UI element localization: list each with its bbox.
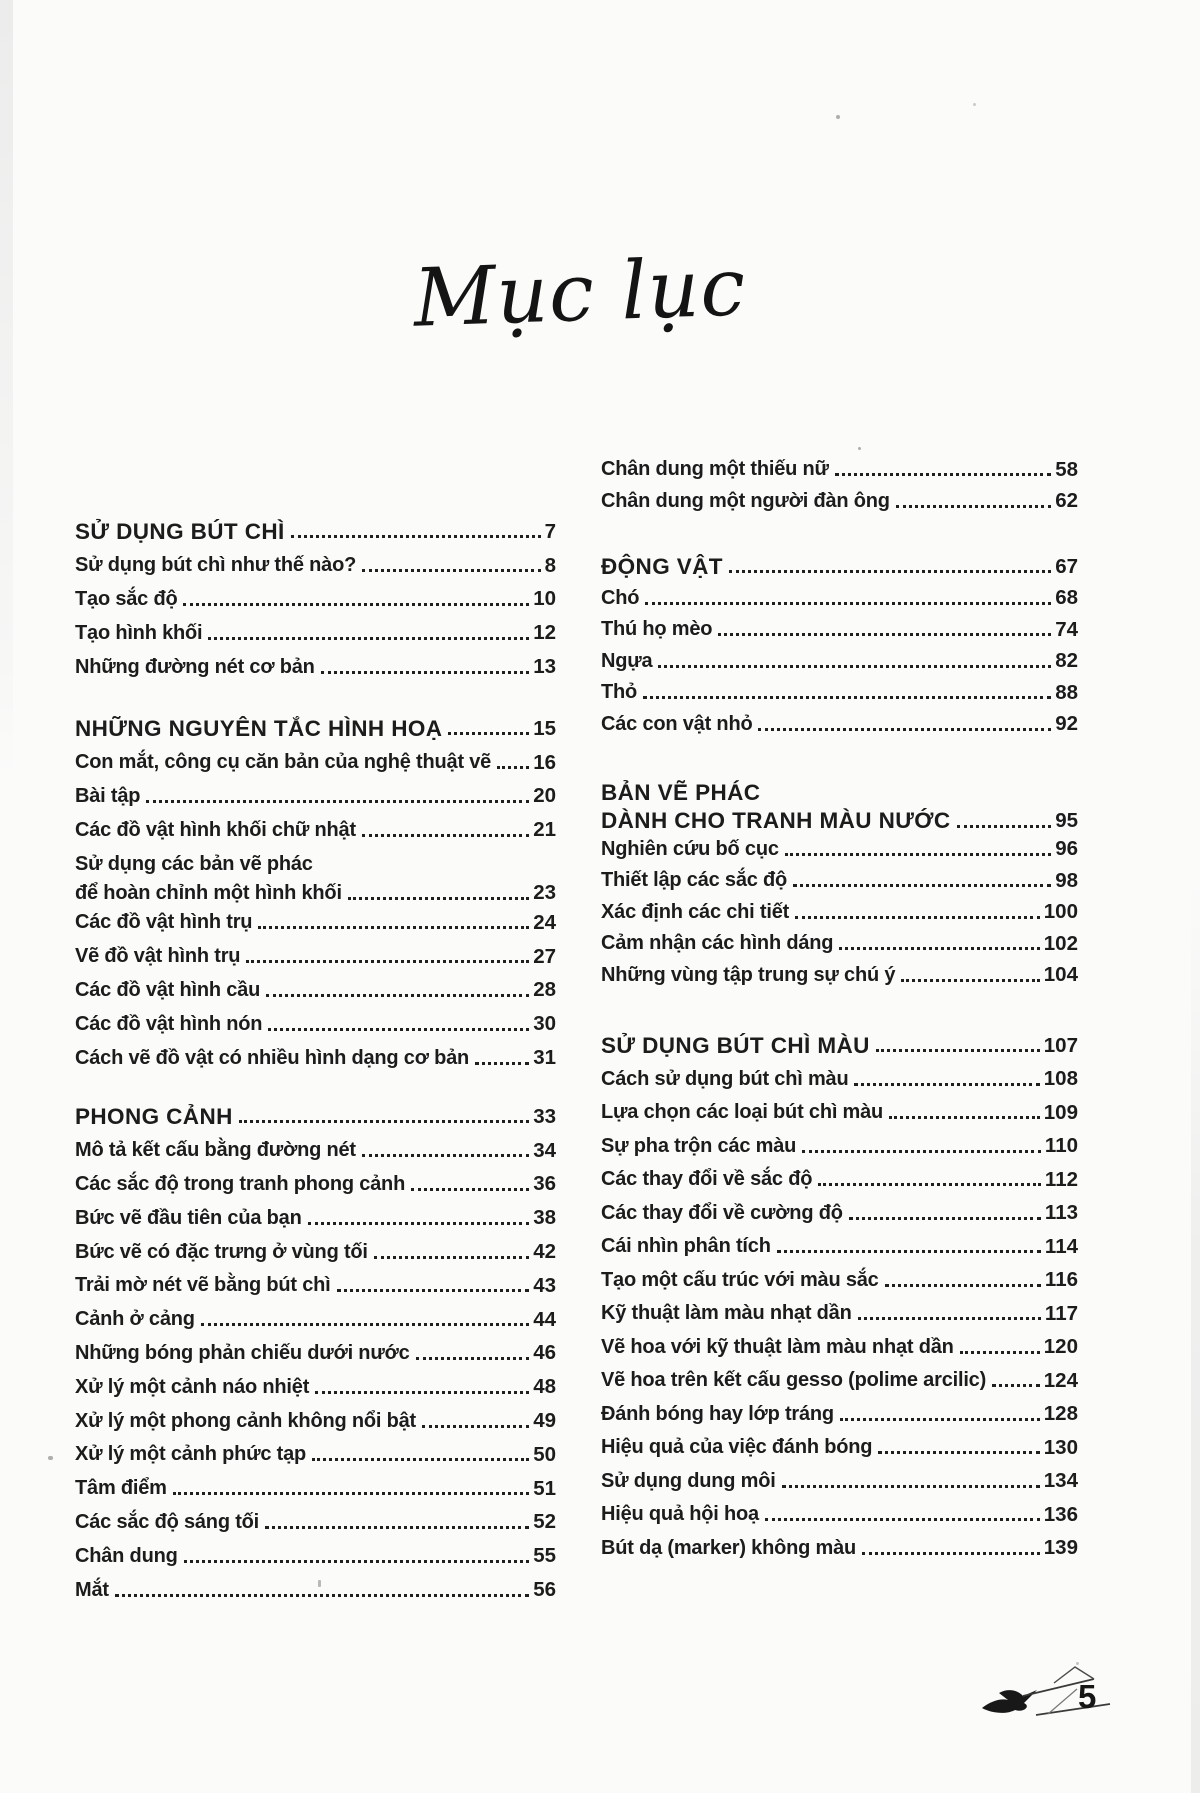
dot-leader: [758, 728, 1051, 731]
toc-entry-row: [601, 1197, 1078, 1231]
toc-page-number: 102: [1043, 931, 1078, 955]
toc-page-number: 68: [1055, 586, 1078, 610]
toc-page-number: 7: [544, 519, 556, 543]
dot-leader: [362, 834, 529, 837]
toc-entry-label: ĐỘNG VẬT: [601, 553, 723, 579]
dot-leader: [475, 1062, 529, 1065]
toc-heading-row: [601, 777, 1078, 809]
toc-entry-row: [75, 583, 556, 617]
dot-leader: [337, 1289, 530, 1292]
toc-page-number: 67: [1055, 554, 1078, 578]
toc-entry-row: [601, 865, 1078, 897]
toc-entry-label: Những đường nét cơ bản: [75, 655, 315, 678]
toc-page-number: 114: [1044, 1234, 1078, 1258]
toc-page-number: 43: [533, 1273, 556, 1297]
toc-entry-label: DÀNH CHO TRANH MÀU NƯỚC: [601, 808, 951, 833]
toc-entry-label: Bức vẽ đầu tiên của bạn: [75, 1206, 302, 1229]
toc-entry-label: Sử dụng bút chì như thế nào?: [75, 554, 357, 577]
toc-entry-row: [75, 813, 556, 847]
toc-entry-row: [75, 650, 556, 684]
toc-page-number: 31: [533, 1046, 556, 1070]
toc-entry-row: [601, 928, 1078, 960]
toc-section: [601, 551, 1078, 740]
toc-page-number: 23: [533, 881, 556, 905]
toc-page-number: 100: [1043, 900, 1078, 924]
dot-leader: [411, 1188, 529, 1191]
toc-entry-row: [601, 1431, 1078, 1465]
dot-leader: [173, 1492, 529, 1495]
toc-page-number: 130: [1043, 1435, 1078, 1459]
toc-entry-label: Cảnh ở cảng: [75, 1308, 195, 1331]
toc-page-number: 107: [1043, 1033, 1078, 1057]
toc-page-number: 109: [1043, 1100, 1078, 1124]
toc-entry-label: Xử lý một phong cảnh không nổi bật: [75, 1409, 417, 1432]
toc-entry-row: [75, 1370, 556, 1404]
toc-entry-label: Cảm nhận các hình dáng: [601, 932, 834, 955]
toc-entry-label: Các đồ vật hình cầu: [75, 978, 261, 1001]
dot-leader: [643, 696, 1051, 699]
dot-leader: [992, 1384, 1040, 1387]
toc-entry-row: [75, 1539, 556, 1573]
dot-leader: [785, 853, 1051, 856]
toc-entry-row: [75, 1235, 556, 1269]
dot-leader: [321, 671, 530, 674]
toc-entry-label: Sử dụng dung môi: [601, 1469, 776, 1492]
toc-entry-label: Cách sử dụng bút chì màu: [601, 1067, 849, 1090]
toc-heading-row: [601, 1029, 1078, 1063]
dot-leader: [239, 1120, 529, 1123]
dot-leader: [448, 732, 529, 735]
toc-entry-row: [601, 1498, 1078, 1532]
toc-entry-row: [601, 1063, 1078, 1097]
toc-entry-row: [75, 549, 556, 583]
dot-leader: [896, 505, 1051, 508]
dot-leader: [849, 1217, 1041, 1220]
dot-leader: [840, 1418, 1040, 1421]
toc-entry-label: Sử dụng các bản vẽ phác: [75, 852, 313, 875]
scan-speck: [973, 103, 976, 106]
dot-leader: [878, 1451, 1039, 1454]
toc-entry-row: [75, 1201, 556, 1235]
toc-entry-label: BẢN VẼ PHÁC: [601, 779, 761, 805]
toc-column-left: [75, 515, 556, 1607]
toc-entry-label: Chân dung một thiếu nữ: [601, 458, 829, 481]
toc-entry-label: Tạo sắc độ: [75, 587, 178, 610]
toc-column-right: [601, 454, 1078, 1565]
toc-entry-label: Các đồ vật hình khối chữ nhật: [75, 818, 356, 841]
toc-entry-row: [601, 1532, 1078, 1566]
dot-leader: [718, 633, 1051, 636]
dot-leader: [885, 1284, 1041, 1287]
page-title: Mục lục: [411, 240, 748, 345]
toc-page-number: 49: [533, 1409, 556, 1433]
toc-page-number: 24: [533, 910, 556, 934]
toc-entry-label: Con mắt, công cụ căn bản của nghệ thuật vẽ: [75, 751, 492, 774]
toc-heading-row: [75, 712, 556, 746]
toc-entry-label: Chó: [601, 586, 640, 609]
toc-entry-row: [601, 583, 1078, 615]
toc-entry-row: [601, 709, 1078, 741]
scan-speck: [858, 447, 861, 450]
toc-entry-row: [601, 1398, 1078, 1432]
toc-page-number: 8: [544, 553, 556, 577]
toc-entry-label: Lựa chọn các loại bút chì màu: [601, 1101, 884, 1124]
toc-section: [75, 712, 556, 1075]
toc-page-number: 50: [533, 1442, 556, 1466]
toc-entry-row: [601, 1364, 1078, 1398]
toc-entry-row: [601, 834, 1078, 866]
toc-entry-row: [75, 1269, 556, 1303]
toc-entry-row: [75, 1506, 556, 1540]
toc-entry-label: Thú họ mèo: [601, 618, 713, 641]
dot-leader: [201, 1323, 529, 1326]
toc-entry-label: Tạo hình khối: [75, 621, 203, 644]
toc-page-number: 44: [533, 1307, 556, 1331]
toc-page-number: 20: [533, 784, 556, 808]
dot-leader: [658, 665, 1051, 668]
toc-page-number: 104: [1043, 963, 1078, 987]
toc-page-number: 95: [1055, 809, 1078, 832]
toc-page-number: 82: [1055, 649, 1078, 673]
toc-entry-row: [601, 486, 1078, 518]
dot-leader: [246, 960, 529, 963]
toc-entry-row: [601, 1163, 1078, 1197]
toc-entry-label: Các sắc độ trong tranh phong cảnh: [75, 1172, 406, 1195]
toc-page-number: 117: [1044, 1301, 1078, 1325]
toc-entry-row: [601, 454, 1078, 486]
toc-entry-label: Thỏ: [601, 681, 638, 704]
scan-edge-shadow-left: [0, 0, 13, 780]
toc-entry-label: Sự pha trộn các màu: [601, 1134, 797, 1157]
toc-page-number: 21: [533, 818, 556, 842]
dot-leader: [818, 1183, 1041, 1186]
toc-page-number: 88: [1055, 680, 1078, 704]
toc-entry-label: Cách vẽ đồ vật có nhiều hình dạng cơ bản: [75, 1046, 470, 1069]
toc-entry-row: [75, 974, 556, 1008]
toc-page-number: 110: [1044, 1134, 1078, 1158]
toc-section: [75, 515, 556, 684]
dot-leader: [645, 602, 1051, 605]
toc-page-number: 15: [533, 716, 556, 740]
toc-page-number: 134: [1043, 1469, 1078, 1493]
toc-entry-label: Hiệu quả hội hoạ: [601, 1503, 759, 1526]
dot-leader: [957, 825, 1052, 828]
toc-entry-label: Xác định các chi tiết: [601, 900, 790, 923]
toc-page-number: 16: [533, 750, 556, 774]
toc-page-number: 113: [1044, 1201, 1078, 1225]
dot-leader: [901, 979, 1040, 982]
dot-leader: [115, 1594, 529, 1597]
toc-page-number: 74: [1055, 617, 1078, 641]
toc-entry-label: Tạo một cấu trúc với màu sắc: [601, 1268, 879, 1291]
toc-entry-label: Các thay đổi về sắc độ: [601, 1168, 813, 1191]
toc-entry-label: PHONG CẢNH: [75, 1103, 233, 1129]
toc-page-number: 13: [533, 655, 556, 679]
toc-page-number: 98: [1055, 868, 1078, 892]
toc-entry-row: [75, 1168, 556, 1202]
toc-entry-row: [75, 616, 556, 650]
toc-entry-row: [601, 1331, 1078, 1365]
toc-entry-label: Thiết lập các sắc độ: [601, 869, 788, 892]
dot-leader: [765, 1518, 1040, 1521]
toc-entry-row: [601, 960, 1078, 992]
toc-entry-row: [75, 1404, 556, 1438]
toc-entry-label: Xử lý một cảnh phức tạp: [75, 1443, 307, 1466]
toc-entry-label: Chân dung: [75, 1544, 178, 1567]
toc-entry-row: [75, 1438, 556, 1472]
dot-leader: [416, 1357, 530, 1360]
toc-page-number: 52: [533, 1510, 556, 1534]
toc-page-number: 55: [533, 1544, 556, 1568]
toc-heading-row: [75, 1100, 556, 1134]
toc-page-number: 58: [1055, 457, 1078, 481]
toc-page-number: 36: [533, 1172, 556, 1196]
toc-heading-row: [601, 551, 1078, 583]
dot-leader: [782, 1485, 1040, 1488]
toc-page-number: 34: [533, 1138, 556, 1162]
bird-scribble-icon: [978, 1662, 1148, 1726]
toc-entry-row: [75, 1007, 556, 1041]
dot-leader: [348, 897, 529, 900]
toc-entry-label: Vẽ hoa trên kết cấu gesso (polime arcilic): [601, 1369, 987, 1392]
toc-page-number: 116: [1044, 1268, 1078, 1292]
toc-entry-row: [75, 847, 556, 881]
toc-entry-row: [601, 1230, 1078, 1264]
toc-entry-label: Xử lý một cảnh náo nhiệt: [75, 1375, 310, 1398]
scan-speck: [836, 115, 840, 119]
toc-entry-label: Bút dạ (marker) không màu: [601, 1536, 857, 1559]
toc-entry-label: Các thay đổi về cường độ: [601, 1201, 843, 1224]
dot-leader: [839, 947, 1039, 950]
toc-entry-label: Mô tả kết cấu bằng đường nét: [75, 1139, 356, 1162]
toc-page-number: 112: [1044, 1167, 1078, 1191]
toc-entry-row: [601, 1465, 1078, 1499]
toc-page-number: 10: [533, 587, 556, 611]
scan-speck: [48, 1456, 53, 1460]
toc-entry-row: [75, 940, 556, 974]
toc-entry-row: [75, 881, 556, 906]
toc-entry-label: Các con vật nhỏ: [601, 712, 753, 735]
dot-leader: [876, 1049, 1040, 1052]
dot-leader: [265, 1526, 529, 1529]
dot-leader: [258, 926, 529, 929]
page-footer: [978, 1662, 1148, 1726]
toc-page-number: 33: [533, 1104, 556, 1128]
toc-heading-row: [601, 809, 1078, 834]
toc-entry-row: [75, 1472, 556, 1506]
toc-entry-row: [75, 1134, 556, 1168]
toc-page-number: 120: [1043, 1335, 1078, 1359]
toc-page-number: 30: [533, 1012, 556, 1036]
dot-leader: [795, 916, 1040, 919]
dot-leader: [362, 1154, 529, 1157]
toc-page-number: 128: [1043, 1402, 1078, 1426]
page-number: 5: [1078, 1678, 1097, 1715]
toc-section: [75, 1100, 556, 1607]
toc-entry-row: [75, 1573, 556, 1607]
scan-edge-shadow-right: [1191, 880, 1200, 1793]
dot-leader: [862, 1552, 1040, 1555]
dot-leader: [183, 603, 529, 606]
dot-leader: [268, 1028, 529, 1031]
toc-entry-label: Đánh bóng hay lớp tráng: [601, 1402, 834, 1425]
dot-leader: [184, 1560, 530, 1563]
toc-entry-row: [75, 906, 556, 940]
toc-entry-label: Hiệu quả của việc đánh bóng: [601, 1436, 873, 1459]
toc-page-number: 12: [533, 621, 556, 645]
toc-entry-row: [75, 1041, 556, 1075]
toc-entry-row: [601, 1297, 1078, 1331]
dot-leader: [146, 800, 529, 803]
dot-leader: [835, 473, 1051, 476]
toc-entry-row: [601, 1130, 1078, 1164]
dot-leader: [729, 570, 1051, 573]
toc-entry-label: Bài tập: [75, 784, 141, 807]
toc-entry-label: Các sắc độ sáng tối: [75, 1510, 260, 1533]
toc-entry-label: NHỮNG NGUYÊN TẮC HÌNH HOẠ: [75, 715, 443, 741]
dot-leader: [312, 1458, 529, 1461]
toc-entry-label: Những vùng tập trung sự chú ý: [601, 963, 896, 986]
toc-entry-row: [75, 746, 556, 780]
toc-page-number: 96: [1055, 837, 1078, 861]
dot-leader: [960, 1351, 1040, 1354]
toc-entry-label: SỬ DỤNG BÚT CHÌ MÀU: [601, 1032, 870, 1058]
dot-leader: [802, 1150, 1041, 1153]
toc-page-number: 38: [533, 1206, 556, 1230]
toc-entry-row: [601, 1096, 1078, 1130]
toc-entry-label: Kỹ thuật làm màu nhạt dần: [601, 1302, 852, 1325]
toc-page-number: 92: [1055, 712, 1078, 736]
toc-entry-label: Bức vẽ có đặc trưng ở vùng tối: [75, 1240, 368, 1263]
toc-entry-row: [601, 1264, 1078, 1298]
toc-page-number: 124: [1043, 1368, 1078, 1392]
toc-section: [601, 777, 1078, 991]
dot-leader: [777, 1250, 1041, 1253]
toc-entry-label: Những bóng phản chiếu dưới nước: [75, 1341, 410, 1364]
toc-page-number: 62: [1055, 489, 1078, 513]
toc-entry-row: [75, 1337, 556, 1371]
toc-entry-label: Các đồ vật hình nón: [75, 1012, 263, 1035]
dot-leader: [889, 1116, 1040, 1119]
toc-entry-row: [601, 614, 1078, 646]
dot-leader: [374, 1256, 529, 1259]
dot-leader: [308, 1222, 530, 1225]
toc-entry-label: Nghiên cứu bố cục: [601, 837, 779, 860]
toc-entry-label: Tâm điểm: [75, 1477, 167, 1500]
toc-section: [601, 1029, 1078, 1565]
toc-entry-label: Cái nhìn phân tích: [601, 1235, 771, 1258]
dot-leader: [422, 1425, 529, 1428]
toc-page-number: 51: [533, 1476, 556, 1500]
dot-leader: [266, 994, 529, 997]
toc-entry-label: Vẽ hoa với kỹ thuật làm màu nhạt dần: [601, 1335, 954, 1358]
toc-entry-label: Các đồ vật hình trụ: [75, 911, 253, 934]
toc-entry-label: Trải mờ nét vẽ bằng bút chì: [75, 1274, 331, 1297]
dot-leader: [497, 766, 529, 769]
toc-section: [601, 454, 1078, 517]
dot-leader: [208, 637, 529, 640]
dot-leader: [362, 569, 540, 572]
toc-page-number: 42: [533, 1240, 556, 1264]
toc-entry-label: Vẽ đồ vật hình trụ: [75, 945, 241, 968]
dot-leader: [291, 535, 541, 538]
toc-page-number: 27: [533, 944, 556, 968]
dot-leader: [315, 1391, 529, 1394]
toc-page-number: 136: [1043, 1502, 1078, 1526]
toc-page-number: 48: [533, 1375, 556, 1399]
toc-entry-label: Ngựa: [601, 649, 653, 672]
toc-entry-label: Mắt: [75, 1578, 109, 1601]
toc-page-number: 28: [533, 978, 556, 1002]
toc-entry-row: [75, 780, 556, 814]
dot-leader: [858, 1317, 1041, 1320]
toc-page-number: 108: [1043, 1067, 1078, 1091]
toc-page-number: 56: [533, 1578, 556, 1601]
toc-entry-label: Chân dung một người đàn ông: [601, 489, 890, 512]
toc-entry-row: [601, 897, 1078, 929]
dot-leader: [793, 884, 1051, 887]
toc-entry-row: [601, 646, 1078, 678]
toc-entry-row: [75, 1303, 556, 1337]
toc-page-number: 139: [1043, 1536, 1078, 1560]
toc-heading-row: [75, 515, 556, 549]
toc-entry-label: để hoàn chỉnh một hình khối: [75, 881, 342, 904]
toc-entry-row: [601, 677, 1078, 709]
dot-leader: [854, 1083, 1039, 1086]
toc-page-number: 46: [533, 1341, 556, 1365]
toc-entry-label: SỬ DỤNG BÚT CHÌ: [75, 518, 285, 544]
